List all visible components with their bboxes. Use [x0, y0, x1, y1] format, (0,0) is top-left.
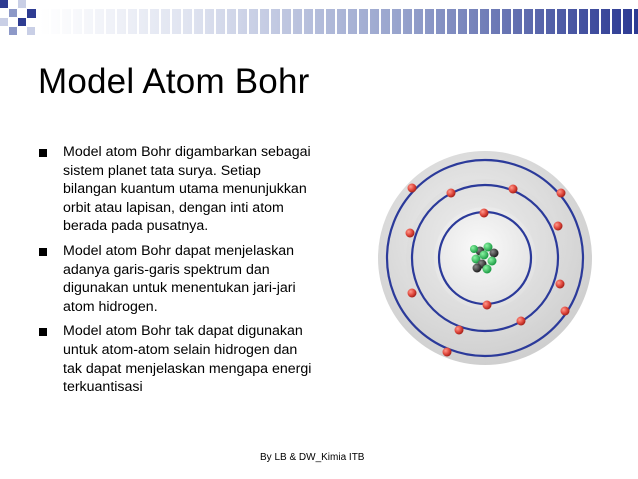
decor-square — [27, 27, 35, 35]
electron — [455, 326, 464, 335]
footer-credit: By LB & DW_Kimia ITB — [260, 452, 365, 463]
square-bullet-icon — [39, 149, 47, 157]
bohr-atom-diagram — [363, 143, 603, 373]
bullet-text: Model atom Bohr tak dapat digunakan untuk atom-atom selain hidrogen dan tak dapat menjelaskan mengapa energi terkuantisasi — [63, 323, 312, 396]
electron — [556, 280, 565, 289]
proton — [470, 245, 478, 253]
decor-square — [18, 0, 26, 8]
electron — [554, 222, 563, 231]
header-band — [40, 9, 638, 34]
electron — [557, 189, 566, 198]
square-bullet-icon — [39, 328, 47, 336]
decor-square — [9, 9, 17, 17]
bullet-item — [37, 242, 357, 316]
slide-title: Model Atom Bohr — [38, 62, 310, 101]
electron — [408, 289, 417, 298]
decor-square — [0, 0, 8, 8]
electron — [483, 301, 492, 310]
proton — [480, 251, 489, 260]
bullet-text: Model atom Bohr digambarkan sebagai sistem planet tata surya. Setiap bilangan kuantum utama menunjukkan orbit atau lapisan, dengan inti atom berada pada pusatnya. — [63, 144, 311, 235]
neutron — [490, 249, 499, 258]
electron — [408, 184, 417, 193]
electron — [517, 317, 526, 326]
bullet-list — [37, 143, 357, 403]
decor-square — [18, 18, 26, 26]
bullet-text: Model atom Bohr dapat menjelaskan adanya garis-garis spektrum dan digunakan untuk menentukan jari-jari atom hidrogen. — [63, 242, 296, 315]
electron — [406, 229, 415, 238]
electron — [509, 185, 518, 194]
proton — [488, 257, 497, 266]
electron — [480, 209, 489, 218]
square-bullet-icon — [39, 248, 47, 256]
neutron — [473, 264, 482, 273]
bullet-item — [37, 143, 357, 236]
decor-square — [9, 27, 17, 35]
electron — [447, 189, 456, 198]
bullet-item — [37, 322, 357, 396]
proton — [483, 265, 492, 274]
decor-square — [0, 18, 8, 26]
electron — [561, 307, 570, 316]
decor-square — [27, 9, 36, 18]
electron — [443, 348, 452, 357]
